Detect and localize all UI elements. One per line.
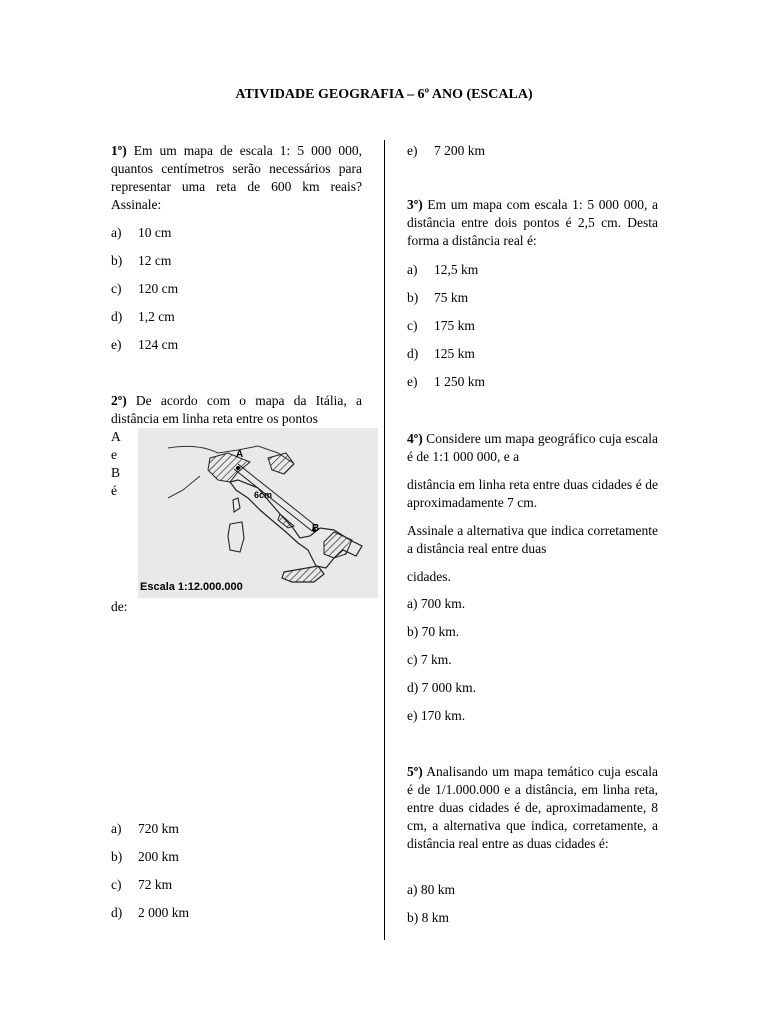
q2-option-e[interactable]: e) 7 200 km bbox=[407, 143, 486, 158]
q5-text: Analisando um mapa temático cuja escala é de 1/1.000.000 e a distância, em linha reta, entre duas cidades é de, aproximadamente, 8 cm, a alternativa que indica, corretamente, a distância real entre as duas cidades é: bbox=[407, 764, 658, 851]
q3-option-c[interactable]: c) 175 km bbox=[407, 318, 475, 333]
q4-text-2: distância em linha reta entre duas cidades é de aproximadamente 7 cm. bbox=[407, 477, 658, 510]
q4-option-e[interactable]: e) 170 km. bbox=[407, 708, 466, 723]
q3-number: 3º) bbox=[407, 197, 423, 212]
q4-text-4: cidades. bbox=[407, 569, 451, 584]
question-3 bbox=[407, 196, 658, 250]
q2-option-d[interactable]: d) 2 000 km bbox=[111, 905, 190, 920]
q2-text: De acordo com o mapa da Itália, a distância em linha reta entre os pontos bbox=[111, 393, 362, 426]
q3-option-b[interactable]: b) 75 km bbox=[407, 290, 469, 305]
q3-option-d[interactable]: d) 125 km bbox=[407, 346, 475, 361]
q2-after-text: de: bbox=[111, 599, 128, 614]
q5-option-a[interactable]: a) 80 km bbox=[407, 882, 455, 897]
question-4 bbox=[407, 430, 658, 586]
italy-map bbox=[138, 428, 378, 598]
q5-number: 5º) bbox=[407, 764, 423, 779]
q2-number: 2º) bbox=[111, 393, 127, 408]
map-label-a: A bbox=[236, 449, 244, 460]
q1-option-e[interactable]: e) 124 cm bbox=[111, 337, 179, 352]
q1-option-d[interactable]: d) 1,2 cm bbox=[111, 309, 175, 324]
column-divider bbox=[384, 140, 385, 940]
q5-option-b[interactable]: b) 8 km bbox=[407, 910, 449, 925]
question-2 bbox=[111, 392, 362, 428]
q3-option-a[interactable]: a) 12,5 km bbox=[407, 262, 479, 277]
map-label-b: B bbox=[312, 523, 320, 534]
question-5 bbox=[407, 763, 658, 853]
q4-option-d[interactable]: d) 7 000 km. bbox=[407, 680, 476, 695]
q4-text-1: Considere um mapa geográfico cuja escala é de 1:1 000 000, e a bbox=[407, 431, 658, 464]
q1-option-b[interactable]: b) 12 cm bbox=[111, 253, 172, 268]
page-title: ATIVIDADE GEOGRAFIA – 6º ANO (ESCALA) bbox=[235, 87, 533, 102]
q4-option-a[interactable]: a) 700 km. bbox=[407, 596, 466, 611]
italy-map-drawing bbox=[138, 428, 378, 598]
q3-text: Em um mapa com escala 1: 5 000 000, a distância entre dois pontos é 2,5 cm. Desta forma a distância real é: bbox=[407, 197, 658, 248]
q2-option-c[interactable]: c) 72 km bbox=[111, 877, 173, 892]
q2-option-b[interactable]: b) 200 km bbox=[111, 849, 179, 864]
q1-option-c[interactable]: c) 120 cm bbox=[111, 281, 179, 296]
q3-option-e[interactable]: e) 1 250 km bbox=[407, 374, 486, 389]
map-measure-label: 6cm bbox=[254, 490, 273, 500]
map-scale-label: Escala 1:12.000.000 bbox=[140, 581, 243, 593]
q1-number: 1º) bbox=[111, 143, 127, 158]
q4-text-3: Assinale a alternativa que indica corretamente a distância real entre duas bbox=[407, 523, 658, 556]
q2-side-text: A e B é bbox=[111, 429, 121, 498]
q1-text: Em um mapa de escala 1: 5 000 000, quantos centímetros serão necessários para representar uma reta de 600 km reais? Assinale: bbox=[111, 143, 362, 212]
q4-number: 4º) bbox=[407, 431, 423, 446]
question-1 bbox=[111, 142, 362, 214]
q1-option-a[interactable]: a) 10 cm bbox=[111, 225, 172, 240]
q4-option-c[interactable]: c) 7 km. bbox=[407, 652, 452, 667]
q4-option-b[interactable]: b) 70 km. bbox=[407, 624, 460, 639]
q2-option-a[interactable]: a) 720 km bbox=[111, 821, 179, 836]
